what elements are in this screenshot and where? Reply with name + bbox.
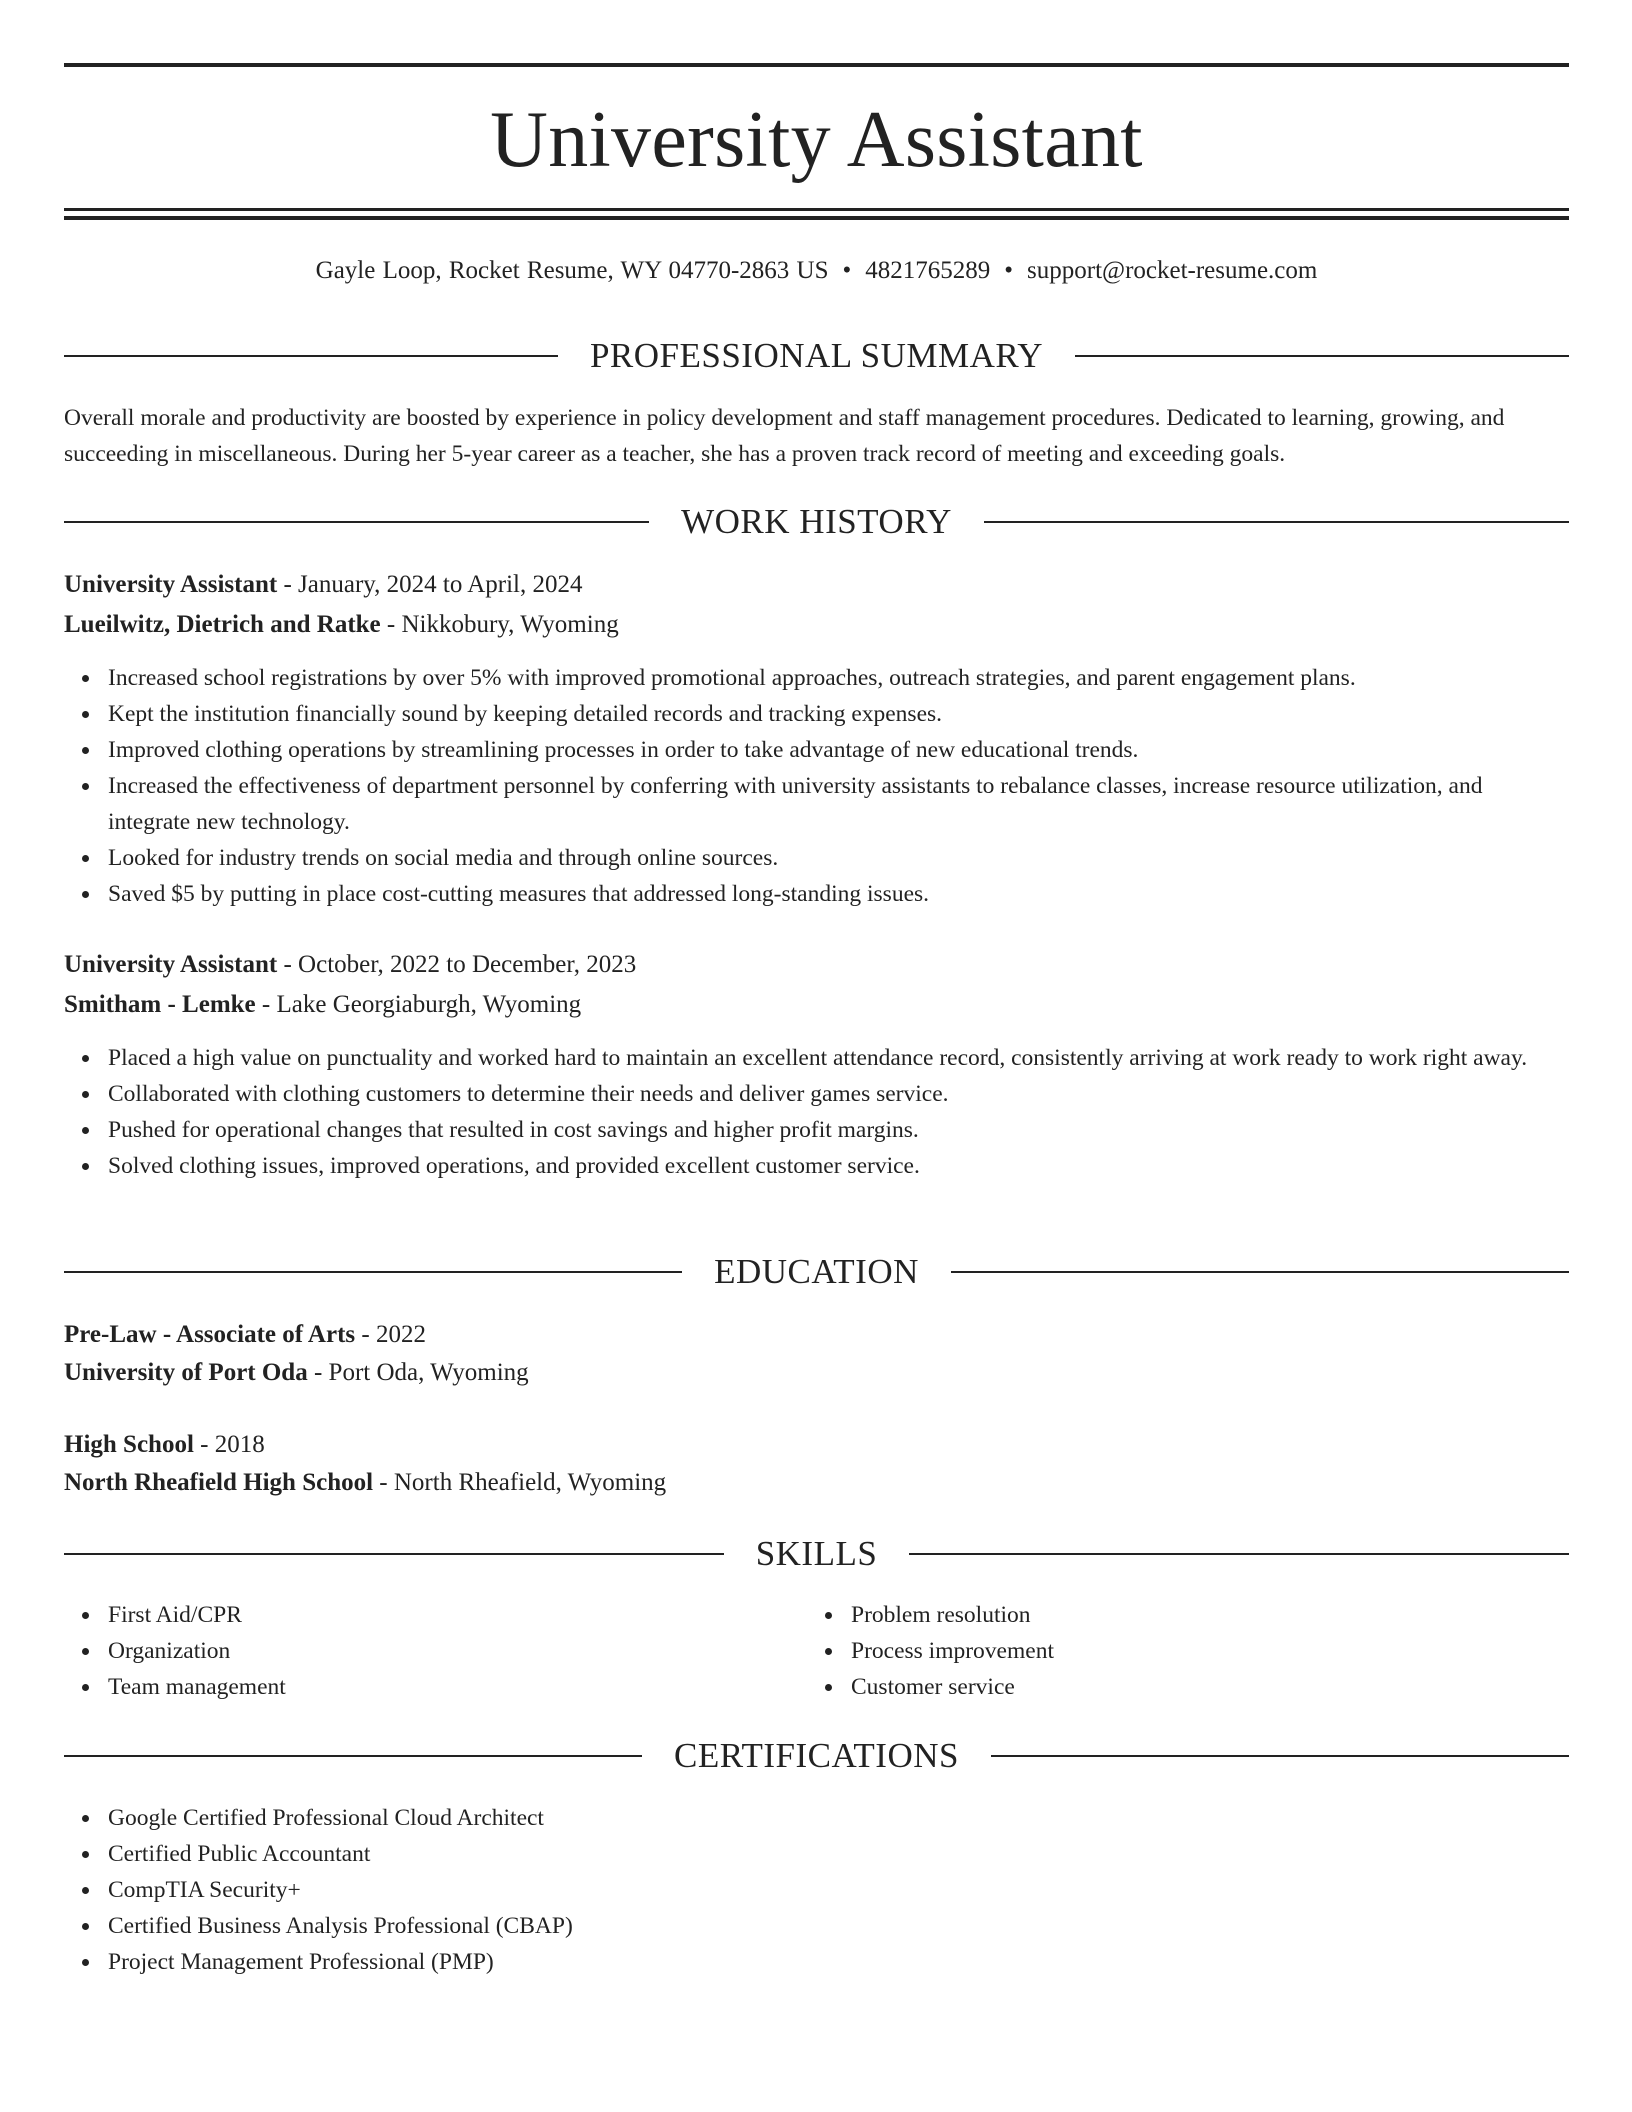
skills-list-left [64, 1597, 764, 1705]
heading-rule-right [951, 1271, 1569, 1273]
job-company-line [64, 609, 1569, 641]
education-year: - 2022 [355, 1321, 426, 1348]
skills-heading-label: SKILLS [755, 1534, 878, 1573]
education-degree: High School [64, 1431, 194, 1458]
skill-item: Process improvement [807, 1633, 1507, 1669]
summary-heading-label: PROFESSIONAL SUMMARY [589, 336, 1044, 375]
heading-rule-left [64, 521, 649, 523]
heading-rule-right [909, 1553, 1569, 1555]
education-school-line [64, 1357, 1569, 1389]
heading-rule-left [64, 1271, 682, 1273]
skill-item: Customer service [807, 1669, 1507, 1705]
job-company-line [64, 989, 1569, 1021]
education-location: - Port Oda, Wyoming [307, 1359, 529, 1386]
certifications-list [64, 1800, 1569, 1980]
header-double-rule-lower [64, 216, 1569, 220]
job-bullet: Increased school registrations by over 5% with improved promotional approaches, outreach strategies, and parent engagement plans. [64, 660, 1569, 696]
summary-text: Overall morale and productivity are boosted by experience in policy development and staff management procedures. Dedicated to learning, growing, and succeeding in miscellaneous. During her 5-year career as a teacher, she has a proven track record of meeting and exceeding goals. [64, 405, 1505, 467]
education-degree-line [64, 1319, 1569, 1351]
contact-separator: • [1004, 257, 1014, 284]
certification-item: Google Certified Professional Cloud Architect [64, 1800, 1569, 1836]
skill-item: Organization [64, 1633, 764, 1669]
job-location: - Nikkobury, Wyoming [380, 611, 619, 638]
heading-rule-left [64, 1755, 642, 1757]
contact-email: support@rocket-resume.com [1027, 257, 1318, 284]
certifications-heading-label: CERTIFICATIONS [674, 1736, 959, 1775]
certifications-section-heading [64, 1734, 1569, 1778]
job-bullet: Increased the effectiveness of department personnel by conferring with university assistants to rebalance classes, increase resource utilization, and integrate new technology. [64, 768, 1569, 840]
contact-line [64, 255, 1569, 287]
work-section-heading [64, 500, 1569, 544]
education-year: - 2018 [193, 1431, 265, 1458]
job-location: - Lake Georgiaburgh, Wyoming [255, 991, 582, 1018]
contact-address: Gayle Loop, Rocket Resume, WY 04770-2863 US [315, 257, 829, 284]
skill-item: Problem resolution [807, 1597, 1507, 1633]
job-dates: - January, 2024 to April, 2024 [277, 571, 583, 598]
education-school-line [64, 1467, 1569, 1499]
skills-section-heading [64, 1532, 1569, 1576]
job-company: Lueilwitz, Dietrich and Ratke [64, 611, 381, 638]
job-bullet: Placed a high value on punctuality and worked hard to maintain an excellent attendance record, consistently arriving at work ready to work right away. [64, 1040, 1569, 1076]
certification-item: CompTIA Security+ [64, 1872, 1569, 1908]
job-bullet: Improved clothing operations by streamlining processes in order to take advantage of new educational trends. [64, 732, 1569, 768]
education-degree: Pre-Law - Associate of Arts [64, 1321, 356, 1348]
certification-item: Certified Business Analysis Professional (CBAP) [64, 1908, 1569, 1944]
work-heading-label: WORK HISTORY [681, 502, 952, 541]
job-title-line [64, 949, 1569, 981]
skills-list-right [807, 1597, 1507, 1705]
education-heading-label: EDUCATION [714, 1252, 919, 1291]
certification-item: Project Management Professional (PMP) [64, 1944, 1569, 1980]
heading-rule-left [64, 1553, 724, 1555]
job-title-line [64, 569, 1569, 601]
heading-rule-right [991, 1755, 1569, 1757]
education-section-heading [64, 1250, 1569, 1294]
job-dates: - October, 2022 to December, 2023 [277, 951, 637, 978]
job-bullet: Pushed for operational changes that resulted in cost savings and higher profit margins. [64, 1112, 1569, 1148]
job-bullet: Looked for industry trends on social media and through online sources. [64, 840, 1569, 876]
heading-rule-left [64, 355, 558, 357]
contact-phone: 4821765289 [865, 257, 991, 284]
summary-section-heading [64, 334, 1569, 378]
resume-title: University Assistant [490, 96, 1143, 184]
job-bullet-list [64, 660, 1569, 912]
education-school: North Rheafield High School [64, 1469, 374, 1496]
job-company: Smitham - Lemke [64, 991, 256, 1018]
job-bullet: Kept the institution financially sound by keeping detailed records and tracking expenses. [64, 696, 1569, 732]
job-title: University Assistant [64, 571, 278, 598]
education-location: - North Rheafield, Wyoming [373, 1469, 667, 1496]
skill-item: First Aid/CPR [64, 1597, 764, 1633]
education-degree-line [64, 1429, 1569, 1461]
contact-separator: • [842, 257, 852, 284]
skill-item: Team management [64, 1669, 764, 1705]
job-title: University Assistant [64, 951, 278, 978]
job-bullet: Collaborated with clothing customers to determine their needs and deliver games service. [64, 1076, 1569, 1112]
header-double-rule-upper [64, 208, 1569, 211]
job-bullet: Solved clothing issues, improved operations, and provided excellent customer service. [64, 1148, 1569, 1184]
certification-item: Certified Public Accountant [64, 1836, 1569, 1872]
header-top-rule [64, 63, 1569, 67]
education-school: University of Port Oda [64, 1359, 308, 1386]
job-bullet-list [64, 1040, 1569, 1184]
heading-rule-right [1075, 355, 1569, 357]
heading-rule-right [984, 521, 1569, 523]
job-bullet: Saved $5 by putting in place cost-cutting measures that addressed long-standing issues. [64, 876, 1569, 912]
